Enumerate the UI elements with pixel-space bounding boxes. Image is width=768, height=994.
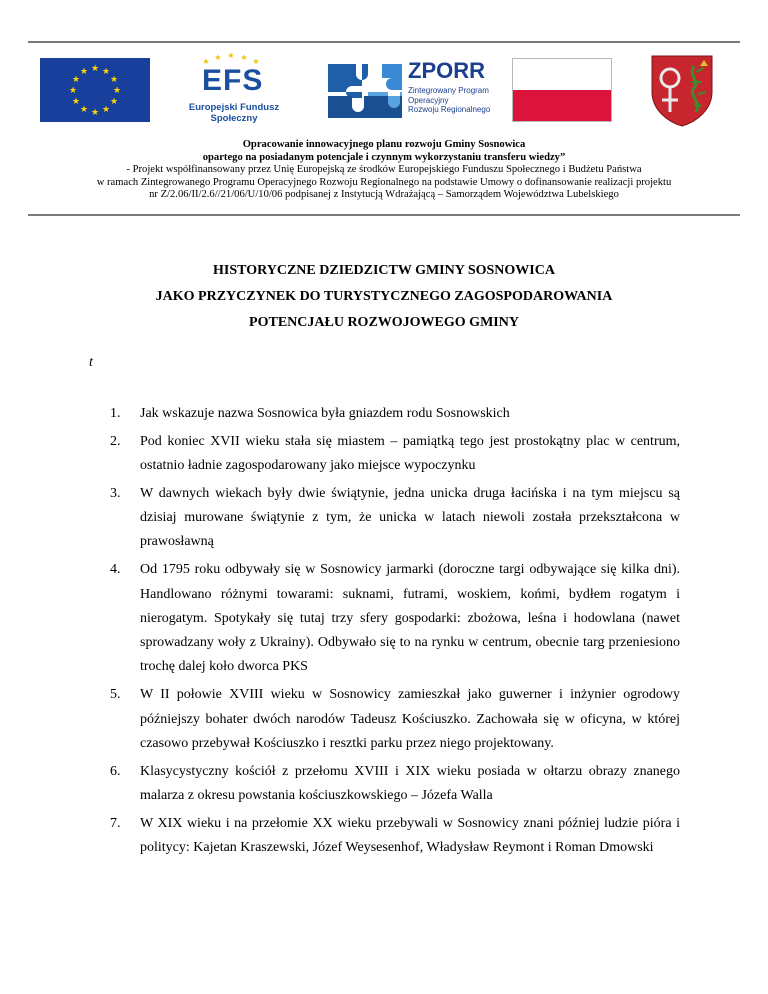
logo-strip [36,52,736,128]
item-number: 3. [110,485,121,501]
zporr-caption-line: Zintegrowany Program [408,86,489,95]
top-divider [28,41,740,43]
item-number: 6. [110,763,121,779]
zporr-puzzle-icon [322,56,408,122]
svg-text:★: ★ [109,75,119,85]
item-number: 7. [110,815,121,831]
item-text: Klasycystyczny kościół z przełomu XVIII i XIX wieku posiada w ołtarzu obrazy znanego malarza z okresu powstania kościuszkowskiego – Józefa Walla [140,763,680,803]
item-number: 1. [110,406,121,421]
project-line: Opracowanie innowacyjnego planu rozwoju Gminy Sosnowica [242,139,526,150]
document-title [0,258,768,336]
efs-logo [162,52,302,128]
svg-text:★: ★ [101,105,111,115]
svg-text:★: ★ [240,53,248,62]
item-number: 2. [110,433,121,449]
item-text: W II połowie XVIII wieku w Sosnowicy zamieszkał jako guwerner i inżynier ogrodowy późniejszy bohater dwóch narodów Tadeusz Kościuszko. Zachowała się w oficyna, w której czasowo przebywał Kościuszko i resztki parku przez niego projektowany. [140,687,680,751]
list-item [110,402,680,426]
efs-caption: Europejski Fundusz Społeczny [188,102,280,124]
svg-text:★: ★ [227,52,235,60]
list-item [110,558,680,679]
svg-text:★: ★ [112,86,122,96]
item-text: W XIX wieku i na przełomie XX wieku przebywali w Sosnowicy znani później ludzie pióra i politycy: Kajetan Kraszewski, Józef Weysesenhof, Władysław Reymont i Roman Dmowski [140,815,680,856]
svg-text:★: ★ [90,64,100,74]
puzzle-icon [322,56,408,122]
list-item [110,430,680,479]
zporr-caption [408,86,490,115]
project-line: w ramach Zintegrowanego Programu Operacyjnego Rozwoju Regionalnego na podstawie Umowy o dofinansowanie realizacji projektu [96,176,672,188]
zporr-mark: ZPORR [408,58,485,83]
stray-mark: t [89,355,93,370]
svg-text:★: ★ [109,97,119,107]
title-line: JAKO PRZYCZYNEK DO TURYSTYCZNEGO ZAGOSPODAROWANIA [155,289,613,304]
svg-text:★: ★ [214,53,222,62]
zporr-caption-line: Operacyjny [408,95,449,105]
list-item [110,482,680,555]
svg-text:★: ★ [71,75,81,85]
project-description [0,139,768,202]
list-item [110,760,680,809]
project-line: opartego na posiadanym potencjale i czynnym wykorzystaniu transferu wiedzy” [202,151,566,163]
zporr-caption-line: Rozwoju Regionalnego [408,105,491,114]
item-number: 5. [110,687,121,703]
project-line: - Projekt współfinansowany przez Unię Europejską ze środków Europejskiego Funduszu Społecznego i Budżetu Państwa [126,164,642,176]
poland-flag-logo [512,58,612,122]
efs-mark: EFS [202,64,264,97]
header-divider [28,214,740,216]
item-text: Jak wskazuje nazwa Sosnowica była gniazdem rodu Sosnowskich [140,406,510,421]
svg-text:★: ★ [79,105,89,115]
eu-flag-logo [40,58,150,122]
svg-text:★: ★ [202,57,210,66]
project-line: nr Z/2.06/II/2.6//21/06/U/10/06 podpisanej z Instytucją Wdrażającą – Samorządem Województwa Lubelskiego [149,189,619,201]
title-line: POTENCJAŁU ROZWOJOWEGO GMINY [249,315,519,330]
coat-of-arms-icon [644,52,720,128]
list-item [110,683,680,756]
history-list [110,402,680,864]
eu-stars-icon [40,58,150,122]
item-text: W dawnych wiekach były dwie świątynie, jedna unicka druga łacińska i na tym miejscu są dzisiaj murowane świątynie z tym, że unicka w latach niewoli została przekształcona w prawosławną [140,485,680,550]
svg-text:★: ★ [68,86,78,96]
list-item [110,812,680,861]
svg-text:★: ★ [71,97,81,107]
svg-text:★: ★ [101,67,111,77]
item-text: Od 1795 roku odbywały się w Sosnowicy jarmarki (doroczne targi odbywające się kilka dni). Handlowano różnymi towarami: suknami, futrami, woskiem, końmi, bydłem rogatym i nierogatym. Spotykały się tutaj trzy sfery gospodarki: zbożowa, leśna i hodowlana (nawet sprowadzany woły z Ukrainy). Odbywało się to na rynku w centrum, obecnie targ przeniesiono trochę dalej koło dworca PKS [140,562,680,675]
svg-text:★: ★ [79,67,89,77]
svg-text:★: ★ [252,57,260,66]
title-line: HISTORYCZNE DZIEDZICTW GMINY SOSNOWICA [213,263,555,278]
coat-of-arms-logo [644,52,720,128]
item-number: 4. [110,562,121,578]
item-text: Pod koniec XVII wieku stała się miastem – pamiątką tego jest prostokątny plac w centrum, ostatnio ładnie zagospodarowany jako miejsce wypoczynku [140,433,680,474]
svg-text:★: ★ [90,108,100,118]
zporr-logo [408,52,508,128]
